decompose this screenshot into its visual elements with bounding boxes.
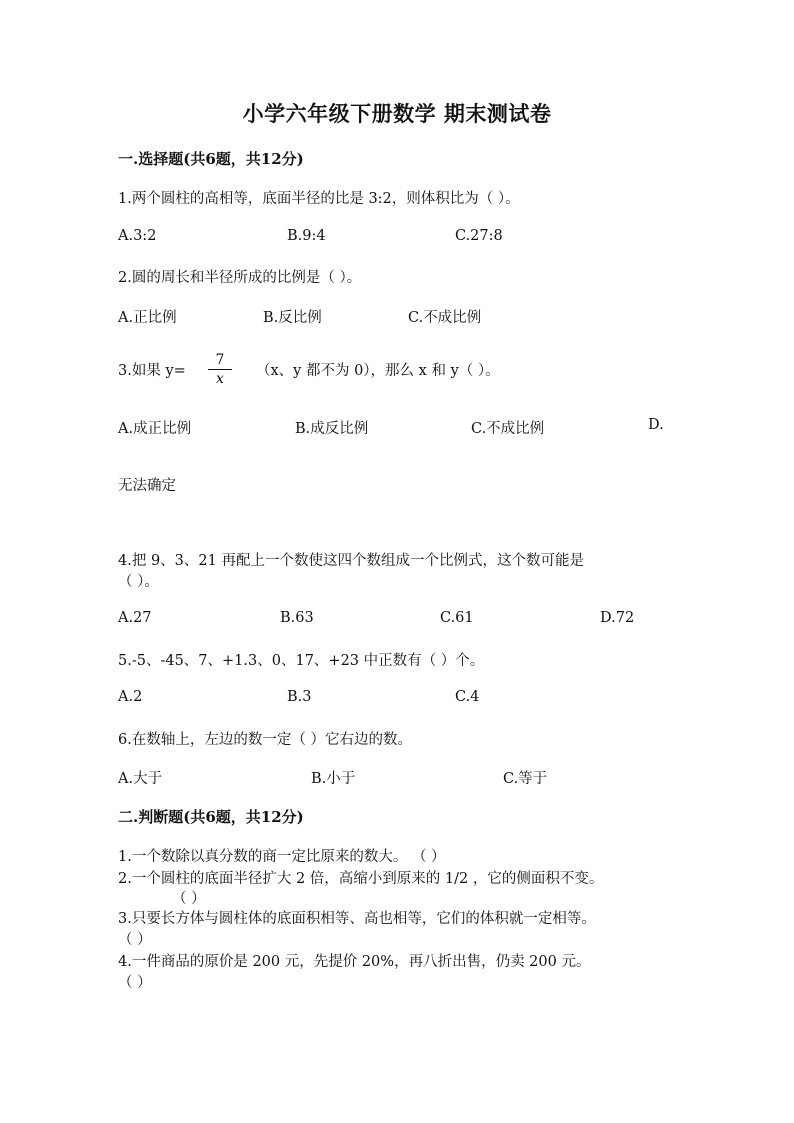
question-1-text: 1.两个圆柱的高相等，底面半径的比是 3:2，则体积比为（ ）。 — [118, 191, 520, 207]
q6-option-b: B.小于 — [311, 771, 356, 787]
q2-option-c: C.不成比例 — [408, 310, 482, 326]
q6-option-c: C.等于 — [503, 771, 548, 787]
judgment-2-text: 2.一个圆柱的底面半径扩大 2 倍，高缩小到原来的 1/2 ，它的侧面积不变。 — [118, 871, 604, 887]
judgment-3-text: 3.只要长方体与圆柱体的底面积相等、高也相等，它们的体积就一定相等。 — [118, 911, 596, 927]
question-3-prefix: 3.如果 y= — [118, 363, 186, 379]
judgment-4-text: 4.一件商品的原价是 200 元，先提价 20%，再八折出售，仍卖 200 元。 — [118, 954, 591, 970]
judgment-1-text: 1.一个数除以真分数的商一定比原来的数大。 （ ） — [118, 849, 446, 865]
fraction-numerator: 7 — [215, 352, 225, 368]
q3-option-d-continued: 无法确定 — [118, 478, 176, 494]
question-5-text: 5.-5、-45、7、+1.3、0、17、+23 中正数有（ ）个。 — [118, 653, 485, 669]
q1-option-a: A.3:2 — [118, 228, 157, 244]
q1-option-c: C.27:8 — [455, 228, 503, 244]
question-3-fraction — [208, 352, 232, 387]
q3-option-d: D. — [648, 417, 664, 433]
q3-option-b: B.成反比例 — [295, 421, 369, 437]
q2-option-b: B.反比例 — [263, 310, 322, 326]
q5-option-b: B.3 — [287, 689, 312, 705]
section-heading-judgment: 二.判断题(共6题，共12分) — [118, 808, 304, 826]
judgment-4-blank: （ ） — [118, 975, 152, 991]
page-title: 小学六年级下册数学 期末测试卷 — [242, 101, 552, 126]
question-3-suffix: （x、y 都不为 0），那么 x 和 y（ ）。 — [256, 363, 500, 379]
q4-option-a: A.27 — [118, 610, 152, 626]
q5-option-c: C.4 — [455, 689, 480, 705]
fraction-bar — [208, 369, 232, 370]
q2-option-a: A.正比例 — [118, 310, 177, 326]
question-4-text-line2: （ ）。 — [118, 574, 159, 590]
judgment-3-blank: （ ） — [118, 932, 152, 948]
q3-option-c: C.不成比例 — [471, 421, 545, 437]
q4-option-b: B.63 — [280, 610, 314, 626]
q5-option-a: A.2 — [118, 689, 143, 705]
judgment-2-blank: （ ） — [172, 891, 206, 907]
question-2-text: 2.圆的周长和半径所成的比例是（ ）。 — [118, 270, 362, 286]
fraction-denominator: x — [216, 371, 224, 387]
q4-option-c: C.61 — [440, 610, 474, 626]
question-6-text: 6.在数轴上，左边的数一定（ ）它右边的数。 — [118, 732, 412, 748]
q3-option-a: A.成正比例 — [118, 421, 192, 437]
q6-option-a: A.大于 — [118, 771, 163, 787]
q1-option-b: B.9:4 — [287, 228, 326, 244]
question-4-text: 4.把 9、3、21 再配上一个数使这四个数组成一个比例式，这个数可能是 — [118, 553, 584, 569]
section-heading-choice: 一.选择题(共6题，共12分) — [118, 150, 304, 168]
q4-option-d: D.72 — [600, 610, 635, 626]
